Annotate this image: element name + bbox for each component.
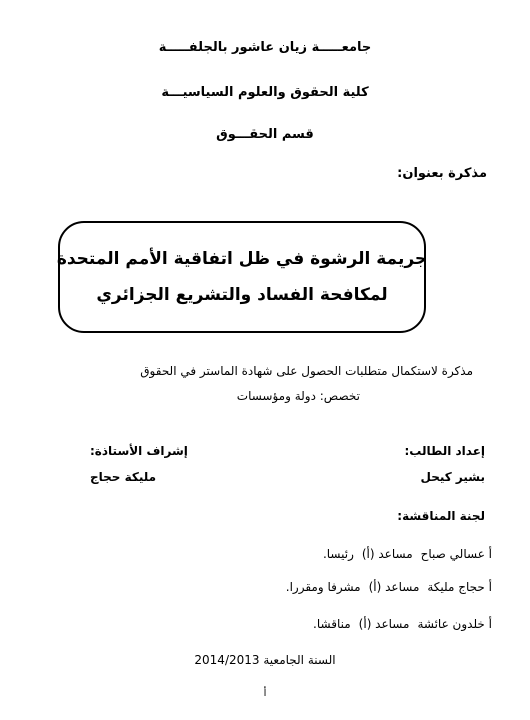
member-rank: مساعد (أ) — [368, 580, 420, 594]
member-role: مشرفا ومقررا. — [285, 580, 361, 594]
member-rank: مساعد (أ) — [358, 617, 410, 631]
member-role: رئيسا. — [322, 547, 354, 561]
supervisor-name: مليكة حجاج — [90, 470, 157, 484]
member-name: أ حجاج مليكة — [427, 580, 492, 594]
department-name: قسم الحقـــوق — [216, 127, 314, 142]
committee-member — [313, 617, 492, 631]
member-role: مناقشا. — [313, 617, 351, 631]
member-name: أ خلدون عائشة — [417, 617, 492, 631]
student-name: بشير كيحل — [420, 470, 485, 484]
prepared-by-label: إعداد الطالب: — [404, 444, 485, 458]
thesis-title-line-1: جريمة الرشوة في ظل اتفاقية الأمم المتحدة — [56, 249, 428, 269]
committee-member — [286, 580, 492, 594]
member-name: أ عسالي صباح — [420, 547, 492, 561]
committee-label: لجنة المناقشة: — [397, 509, 485, 523]
university-name: جامعـــــة زيان عاشور بالجلفـــــة — [158, 40, 372, 55]
supervision-label: إشراف الأستاذة: — [90, 444, 188, 458]
academic-year: السنة الجامعية 2014/2013 — [194, 653, 336, 667]
degree-requirement: مذكرة لاستكمال متطلبات الحصول على شهادة الماستر في الحقوق — [140, 364, 473, 378]
page-number: أ — [263, 688, 267, 699]
faculty-name: كلية الحقوق والعلوم السياسيـــة — [161, 85, 369, 100]
specialization: تخصص: دولة ومؤسسات — [236, 389, 360, 403]
memo-label: مذكرة بعنوان: — [397, 166, 487, 181]
committee-member — [323, 547, 492, 561]
thesis-title-line-2: لمكافحة الفساد والتشريع الجزائري — [96, 285, 388, 305]
member-rank: مساعد (أ) — [361, 547, 413, 561]
title-box — [58, 221, 426, 333]
